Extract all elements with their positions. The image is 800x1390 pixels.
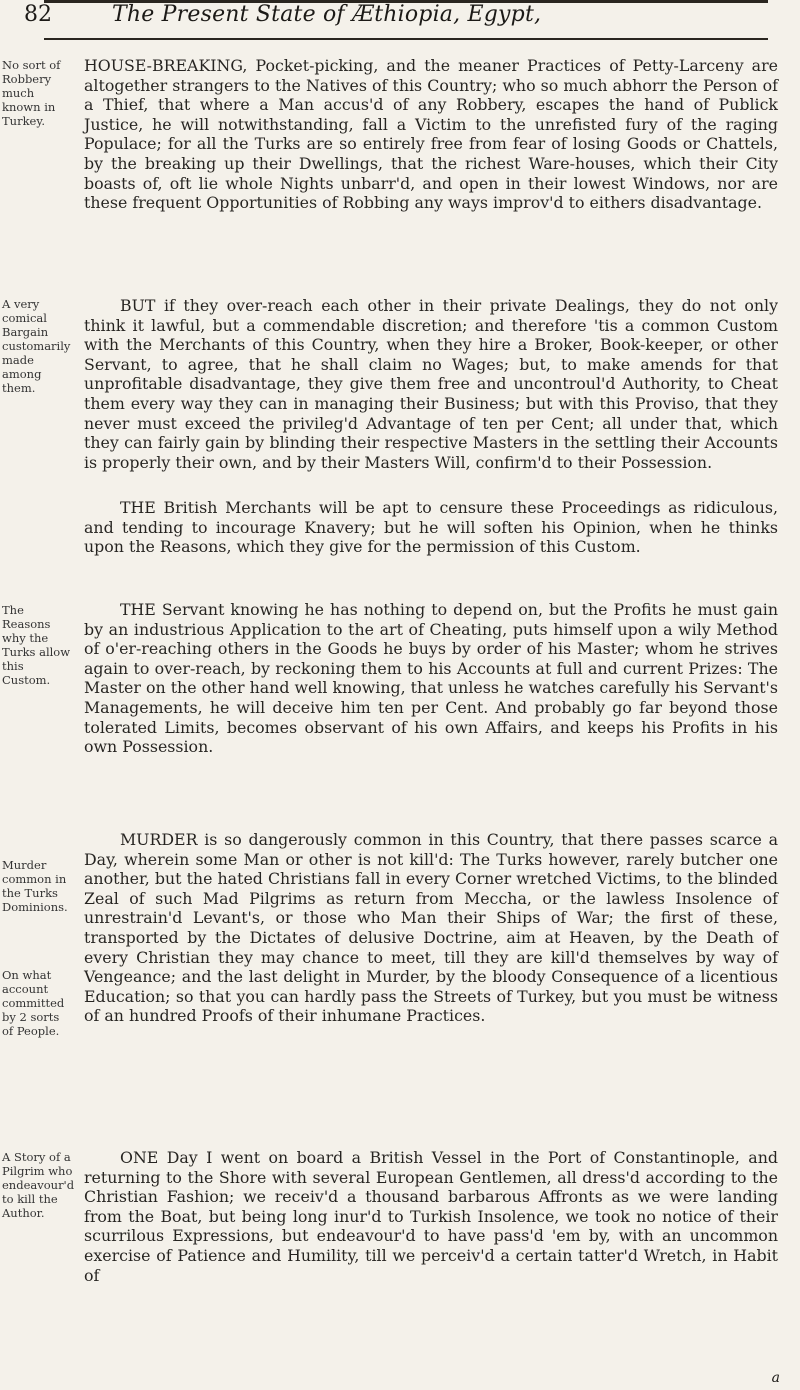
paragraph-pilgrim-story: ONE Day I went on board a British Vessel in the Port of Constantinople, and returning to the Shore with several European Gentlemen, all dress'd according to the Christian Fashion; we receiv'd a thousand barbarous Affronts as we were landing from the Boat, but being long inur'd to Turkish Insolence, we took no notice of their scurrilous Expressions, but endeavour'd to have pass'd 'em by, with an uncommon exercise of Patience and Humility, till we perceiv'd a certain tatter'd Wretch, in Habit of (84, 1148, 778, 1285)
margin-note: A very comical Bargain customarily made among them. (2, 297, 71, 395)
running-head: The Present State of Æthiopia, Egypt, (112, 2, 542, 27)
margin-note: On what account committed by 2 sorts of People. (2, 968, 65, 1038)
margin-note: A Story of a Pilgrim who endeavour'd to kill the Author. (2, 1150, 75, 1220)
body-text (84, 830, 778, 1034)
paragraph-housebreaking: HOUSE-BREAKING, Pocket-picking, and the meaner Practices of Petty-Larceny are altogether strangers to the Natives of this Country; who so much abhorr the Person of a Thief, that where a Man accus'd of any Robbery, escapes the hand of Publick Justice, he will notwithstanding, fall a Victim to the unrefisted fury of the raging Populace; for all the Turks are so entirely free from fear of losing Goods or Chattels, by the breaking up their Dwellings, that the richest Ware-houses, which their City boasts of, oft lie whole Nights unbarr'd, and open in their lowest Windows, nor are these frequent Opportunities of Robbing any ways improv'd to eithers disadvantage. (84, 56, 778, 213)
page-number: 82 (24, 2, 52, 27)
body-text (84, 1148, 778, 1293)
header-rule (44, 38, 768, 40)
body-text (84, 296, 778, 480)
body-text (84, 600, 778, 765)
body-text (84, 56, 778, 221)
body-text (84, 498, 778, 565)
paragraph-murder: MURDER is so dangerously common in this Country, that there passes scarce a Day, wherein some Man or other is not kill'd: The Turks however, rarely butcher one another, but the hated Christians fall in every Corner wretched Victims, to the blinded Zeal of such Mad Pilgrims as return from Meccha, or the lawless Insolence of unrestrain'd Levant's, or those who Man their Ships of War; the first of these, transported by the Dictates of delusive Doctrine, aim at Heaven, by the Death of every Christian they may chance to meet, till they are kill'd themselves by way of Vengeance; and the last delight in Murder, by the bloody Consequence of a licentious Education; so that you can hardly pass the Streets of Turkey, but you must be witness of an hundred Proofs of their inhumane Practices. (84, 830, 778, 1026)
margin-note: Murder common in the Turks Dominions. (2, 858, 68, 914)
paragraph-bargain: BUT if they over-reach each other in their private Dealings, they do not only think it lawful, but a commendable discretion; and therefore 'tis a common Custom with the Merchants of this Country, when they hire a Broker, Book-keeper, or other Servant, to agree, that he shall claim no Wages; but, to make amends for that unprofitable disadvantage, they give them free and uncontroul'd Authority, to Cheat them every way they can in managing their Business; but with this Proviso, that they never must exceed the privileg'd Advantage of ten per Cent; all under that, which they can fairly gain by blinding their respective Masters in the settling their Accounts is properly their own, and by their Masters Will, confirm'd to their Possession. (84, 296, 778, 472)
paragraph-servant: THE Servant knowing he has nothing to depend on, but the Profits he must gain by an industrious Application to the art of Cheating, puts himself upon a wily Method of o'er-reaching others in the Goods he buys by order of his Master; whom he strives again to over-reach, by reckoning them to his Accounts at full and current Prizes: The Master on the other hand well knowing, that unless he watches carefully his Servant's Managements, he will deceive him ten per Cent. And probably go far beyond those tolerated Limits, becomes observant of his own Affairs, and keeps his Profits in his own Possession. (84, 600, 778, 757)
margin-note: No sort of Robbery much known in Turkey. (2, 58, 61, 128)
paragraph-british-merchants: THE British Merchants will be apt to censure these Proceedings as ridiculous, and tending to incourage Knavery; but he will soften his Opinion, when he thinks upon the Reasons, which they give for the permission of this Custom. (84, 498, 778, 557)
page-header (24, 0, 784, 40)
margin-note: The Reasons why the Turks allow this Custom. (2, 603, 71, 687)
catchword: a (771, 1370, 780, 1386)
